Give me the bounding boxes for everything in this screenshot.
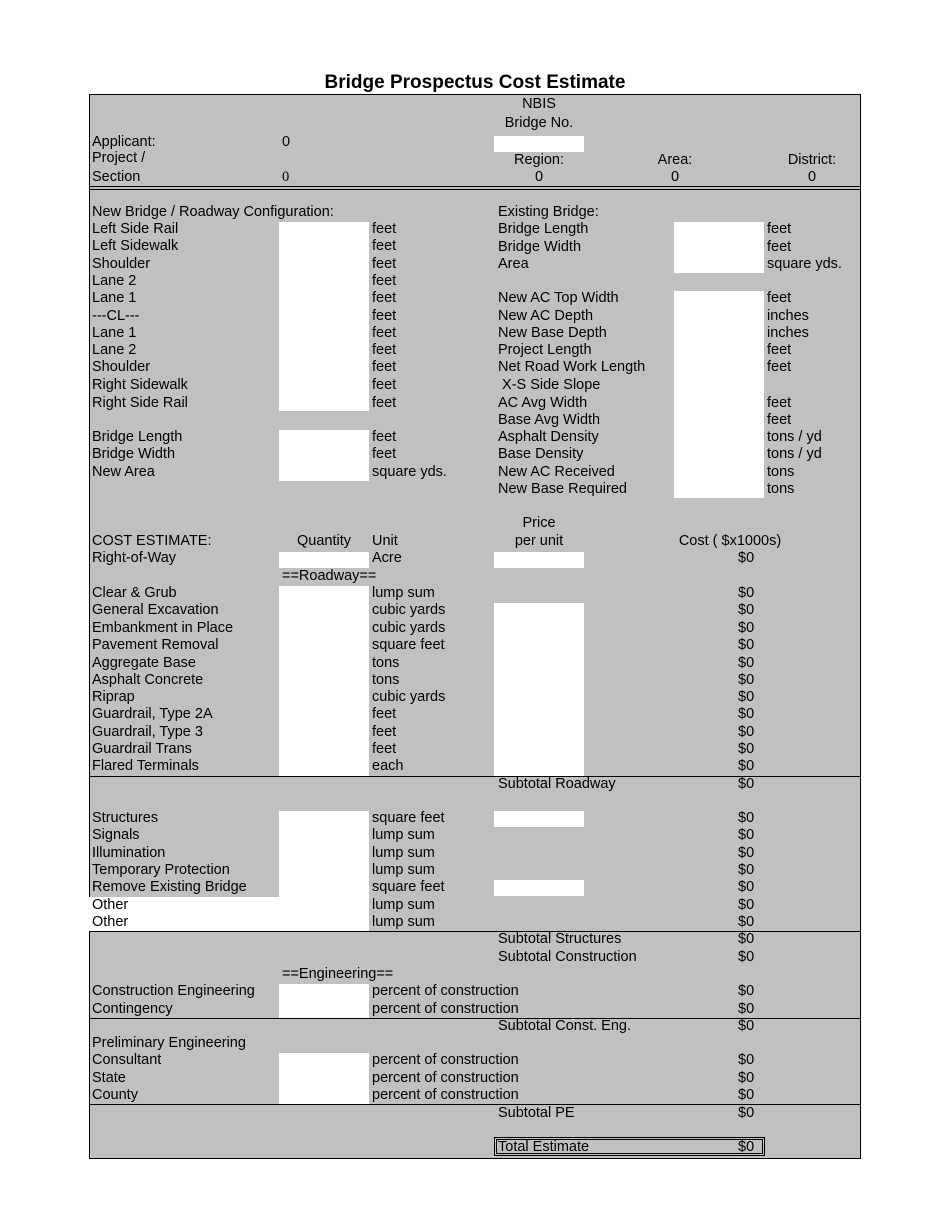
structures-row-cost: $0 bbox=[738, 827, 755, 843]
structures-price-input[interactable] bbox=[494, 811, 584, 827]
engineering-row-label: Contingency bbox=[92, 1001, 173, 1017]
structures-row-unit: lump sum bbox=[372, 827, 435, 843]
engineering-row-unit: percent of construction bbox=[372, 1001, 519, 1017]
config-row-unit: feet bbox=[372, 273, 397, 289]
existing-row-label: Project Length bbox=[498, 342, 592, 358]
existing-row-label: New AC Depth bbox=[498, 308, 594, 324]
existing-row-label: New AC Received bbox=[498, 464, 615, 480]
pe-row-cost: $0 bbox=[738, 1052, 755, 1068]
district-label: District: bbox=[787, 152, 837, 168]
config-total-unit: feet bbox=[372, 429, 397, 445]
roadway-row-label: Guardrail Trans bbox=[92, 741, 192, 757]
engineering-quantity-column[interactable] bbox=[279, 984, 369, 1018]
existing-row-unit: tons / yd bbox=[767, 446, 822, 462]
engineering-row-unit: percent of construction bbox=[372, 983, 519, 999]
roadway-row-cost: $0 bbox=[738, 758, 755, 774]
existing-row-unit: feet bbox=[767, 290, 792, 306]
applicant-value: 0 bbox=[282, 134, 291, 150]
existing-row-unit: tons bbox=[767, 481, 795, 497]
structures-row-label: Illumination bbox=[92, 845, 166, 861]
pe-heading: Preliminary Engineering bbox=[92, 1035, 246, 1051]
structures-row-cost: $0 bbox=[738, 879, 755, 895]
roadway-row-cost: $0 bbox=[738, 724, 755, 740]
config-row-label: Right Side Rail bbox=[92, 395, 188, 411]
subtotal-structures-value: $0 bbox=[738, 931, 755, 947]
config-row-label: Lane 1 bbox=[92, 325, 137, 341]
config-row-unit: feet bbox=[372, 359, 397, 375]
config-row-unit: feet bbox=[372, 256, 397, 272]
bridge-no-input[interactable] bbox=[494, 136, 584, 152]
engineering-row-label: Construction Engineering bbox=[92, 983, 255, 999]
pe-row-unit: percent of construction bbox=[372, 1087, 519, 1103]
pe-row-cost: $0 bbox=[738, 1070, 755, 1086]
existing-input-column[interactable] bbox=[674, 222, 764, 273]
config-row-unit: feet bbox=[372, 342, 397, 358]
header-divider bbox=[89, 186, 860, 190]
structures-row-cost: $0 bbox=[738, 897, 755, 913]
roadway-row-label: Embankment in Place bbox=[92, 620, 234, 636]
config-total-unit: feet bbox=[372, 446, 397, 462]
existing-row-label: Base Avg Width bbox=[498, 412, 601, 428]
structures-row-cost: $0 bbox=[738, 914, 755, 930]
structures-row-unit: square feet bbox=[372, 810, 445, 826]
config-total-label: Bridge Width bbox=[92, 446, 176, 462]
config-row-label: Lane 2 bbox=[92, 273, 137, 289]
config-row-unit: feet bbox=[372, 395, 397, 411]
roadway-row-label: Flared Terminals bbox=[92, 758, 199, 774]
structures-row-unit: square feet bbox=[372, 879, 445, 895]
config-heading: New Bridge / Roadway Configuration: bbox=[92, 204, 334, 220]
existing-heading: Existing Bridge: bbox=[498, 204, 599, 220]
config-row-label: Lane 2 bbox=[92, 342, 137, 358]
config-row-label: Lane 1 bbox=[92, 290, 137, 306]
roadway-row-cost: $0 bbox=[738, 689, 755, 705]
region-value: 0 bbox=[534, 169, 544, 185]
config-row-label: ---CL--- bbox=[92, 308, 140, 324]
roadway-row-label: Asphalt Concrete bbox=[92, 672, 204, 688]
existing-row-label: X-S Side Slope bbox=[498, 377, 601, 393]
roadway-row-unit: feet bbox=[372, 741, 397, 757]
total-estimate-value: $0 bbox=[738, 1139, 755, 1155]
cost-row-label: Right-of-Way bbox=[92, 550, 177, 566]
cost-heading: COST ESTIMATE: bbox=[92, 533, 212, 549]
roadway-row-label: Guardrail, Type 3 bbox=[92, 724, 203, 740]
config-row-label: Shoulder bbox=[92, 256, 151, 272]
roadway-row-unit: feet bbox=[372, 706, 397, 722]
existing-row-label: Net Road Work Length bbox=[498, 359, 646, 375]
existing-row-unit: feet bbox=[767, 412, 792, 428]
row-quantity-input[interactable] bbox=[279, 552, 369, 568]
roadway-row-unit: cubic yards bbox=[372, 620, 446, 636]
existing-input-column-lower[interactable] bbox=[674, 291, 764, 498]
subtotal-pe-label: Subtotal PE bbox=[498, 1105, 575, 1121]
pe-row-cost: $0 bbox=[738, 1087, 755, 1103]
roadway-row-unit: lump sum bbox=[372, 585, 435, 601]
config-row-label: Left Side Rail bbox=[92, 221, 179, 237]
district-value: 0 bbox=[807, 169, 817, 185]
structures-row-cost: $0 bbox=[738, 810, 755, 826]
existing-row-label: Bridge Width bbox=[498, 239, 582, 255]
pe-quantity-column[interactable] bbox=[279, 1053, 369, 1104]
per-unit-header: per unit bbox=[514, 533, 564, 549]
row-price-input[interactable] bbox=[494, 552, 584, 568]
roadway-row-label: General Excavation bbox=[92, 602, 219, 618]
section-value: 0 bbox=[282, 169, 290, 185]
roadway-row-label: Riprap bbox=[92, 689, 135, 705]
roadway-row-cost: $0 bbox=[738, 602, 755, 618]
quantity-header: Quantity bbox=[297, 533, 351, 549]
config-row-label: Shoulder bbox=[92, 359, 151, 375]
roadway-row-unit: cubic yards bbox=[372, 689, 446, 705]
existing-row-unit: feet bbox=[767, 359, 792, 375]
roadway-row-cost: $0 bbox=[738, 655, 755, 671]
existing-row-label: Asphalt Density bbox=[498, 429, 599, 445]
roadway-row-label: Pavement Removal bbox=[92, 637, 219, 653]
pe-row-unit: percent of construction bbox=[372, 1070, 519, 1086]
existing-row-unit: square yds. bbox=[767, 256, 842, 272]
engineering-row-cost: $0 bbox=[738, 1001, 755, 1017]
cost-header: Cost ( $x1000s) bbox=[678, 533, 782, 549]
config-row-label: Right Sidewalk bbox=[92, 377, 188, 393]
existing-row-label: Base Density bbox=[498, 446, 584, 462]
subtotal-roadway-label: Subtotal Roadway bbox=[498, 776, 616, 792]
config-total-input-column[interactable] bbox=[279, 430, 369, 481]
roadway-row-unit: each bbox=[372, 758, 404, 774]
existing-row-label: New AC Top Width bbox=[498, 290, 619, 306]
region-label: Region: bbox=[514, 152, 564, 168]
subtotal-construction-label: Subtotal Construction bbox=[498, 949, 637, 965]
config-row-unit: feet bbox=[372, 308, 397, 324]
existing-row-label: New Base Depth bbox=[498, 325, 607, 341]
existing-row-label: New Base Required bbox=[498, 481, 627, 497]
config-row-unit: feet bbox=[372, 238, 397, 254]
config-row-label: Left Sidewalk bbox=[92, 238, 179, 254]
cost-row-value: $0 bbox=[738, 550, 755, 566]
existing-row-unit: inches bbox=[767, 325, 809, 341]
structures-row-label: Temporary Protection bbox=[92, 862, 230, 878]
structures-row-label: Other bbox=[92, 914, 129, 930]
roadway-row-cost: $0 bbox=[738, 585, 755, 601]
config-row-unit: feet bbox=[372, 377, 397, 393]
subtotal-roadway-value: $0 bbox=[738, 776, 755, 792]
total-estimate-label: Total Estimate bbox=[498, 1139, 590, 1155]
config-total-label: New Area bbox=[92, 464, 155, 480]
structures-quantity-column[interactable] bbox=[279, 811, 369, 897]
structures-row-cost: $0 bbox=[738, 845, 755, 861]
applicant-label: Applicant: bbox=[92, 134, 156, 150]
config-total-unit: square yds. bbox=[372, 464, 447, 480]
config-row-unit: feet bbox=[372, 221, 397, 237]
structures-row-label: Signals bbox=[92, 827, 140, 843]
structures-row-label: Remove Existing Bridge bbox=[92, 879, 247, 895]
area-value: 0 bbox=[670, 169, 680, 185]
nbis-label: NBIS bbox=[522, 96, 556, 112]
subtotal-construction-value: $0 bbox=[738, 949, 755, 965]
roadway-row-label: Guardrail, Type 2A bbox=[92, 706, 213, 722]
pe-row-label: State bbox=[92, 1070, 126, 1086]
roadway-row-unit: tons bbox=[372, 655, 400, 671]
roadway-row-label: Aggregate Base bbox=[92, 655, 196, 671]
existing-row-unit: tons / yd bbox=[767, 429, 822, 445]
existing-row-unit: feet bbox=[767, 395, 792, 411]
structures-row-label: Other bbox=[92, 897, 129, 913]
subtotal-const-eng-value: $0 bbox=[738, 1018, 755, 1034]
unit-header: Unit bbox=[372, 533, 398, 549]
roadway-row-unit: tons bbox=[372, 672, 400, 688]
structures-row-unit: lump sum bbox=[372, 862, 435, 878]
existing-row-label: AC Avg Width bbox=[498, 395, 588, 411]
project-label: Project / bbox=[92, 150, 146, 166]
section-label: Section bbox=[92, 169, 141, 185]
existing-row-unit: inches bbox=[767, 308, 809, 324]
structures-row-label: Structures bbox=[92, 810, 159, 826]
roadway-heading: ==Roadway== bbox=[282, 568, 377, 584]
structures-row-unit: lump sum bbox=[372, 914, 435, 930]
page-title: Bridge Prospectus Cost Estimate bbox=[324, 72, 626, 93]
roadway-row-unit: cubic yards bbox=[372, 602, 446, 618]
roadway-row-cost: $0 bbox=[738, 620, 755, 636]
bridge-no-label: Bridge No. bbox=[504, 115, 574, 131]
roadway-quantity-column[interactable] bbox=[279, 586, 369, 776]
roadway-row-cost: $0 bbox=[738, 706, 755, 722]
engineering-heading: ==Engineering== bbox=[282, 966, 394, 982]
existing-row-label: Bridge Length bbox=[498, 221, 589, 237]
roadway-row-label: Clear & Grub bbox=[92, 585, 177, 601]
config-total-label: Bridge Length bbox=[92, 429, 183, 445]
roadway-price-column[interactable] bbox=[494, 603, 584, 776]
subtotal-structures-label: Subtotal Structures bbox=[498, 931, 622, 947]
existing-row-unit: feet bbox=[767, 342, 792, 358]
existing-row-unit: tons bbox=[767, 464, 795, 480]
area-label: Area: bbox=[657, 152, 693, 168]
structures-row-cost: $0 bbox=[738, 862, 755, 878]
roadway-row-unit: feet bbox=[372, 724, 397, 740]
roadway-row-unit: square feet bbox=[372, 637, 445, 653]
remove-bridge-price-input[interactable] bbox=[494, 880, 584, 896]
existing-row-unit: feet bbox=[767, 239, 792, 255]
price-header: Price bbox=[522, 515, 556, 531]
config-input-column[interactable] bbox=[279, 222, 369, 411]
existing-row-label: Area bbox=[498, 256, 529, 272]
structures-row-unit: lump sum bbox=[372, 845, 435, 861]
roadway-row-cost: $0 bbox=[738, 741, 755, 757]
subtotal-const-eng-label: Subtotal Const. Eng. bbox=[498, 1018, 631, 1034]
roadway-row-cost: $0 bbox=[738, 672, 755, 688]
engineering-row-cost: $0 bbox=[738, 983, 755, 999]
config-row-unit: feet bbox=[372, 290, 397, 306]
roadway-row-cost: $0 bbox=[738, 637, 755, 653]
pe-row-label: Consultant bbox=[92, 1052, 162, 1068]
config-row-unit: feet bbox=[372, 325, 397, 341]
other-input-rows[interactable] bbox=[89, 897, 369, 931]
subtotal-pe-value: $0 bbox=[738, 1105, 755, 1121]
existing-row-unit: feet bbox=[767, 221, 792, 237]
pe-row-unit: percent of construction bbox=[372, 1052, 519, 1068]
cost-row-unit: Acre bbox=[372, 550, 402, 566]
structures-row-unit: lump sum bbox=[372, 897, 435, 913]
pe-row-label: County bbox=[92, 1087, 138, 1103]
